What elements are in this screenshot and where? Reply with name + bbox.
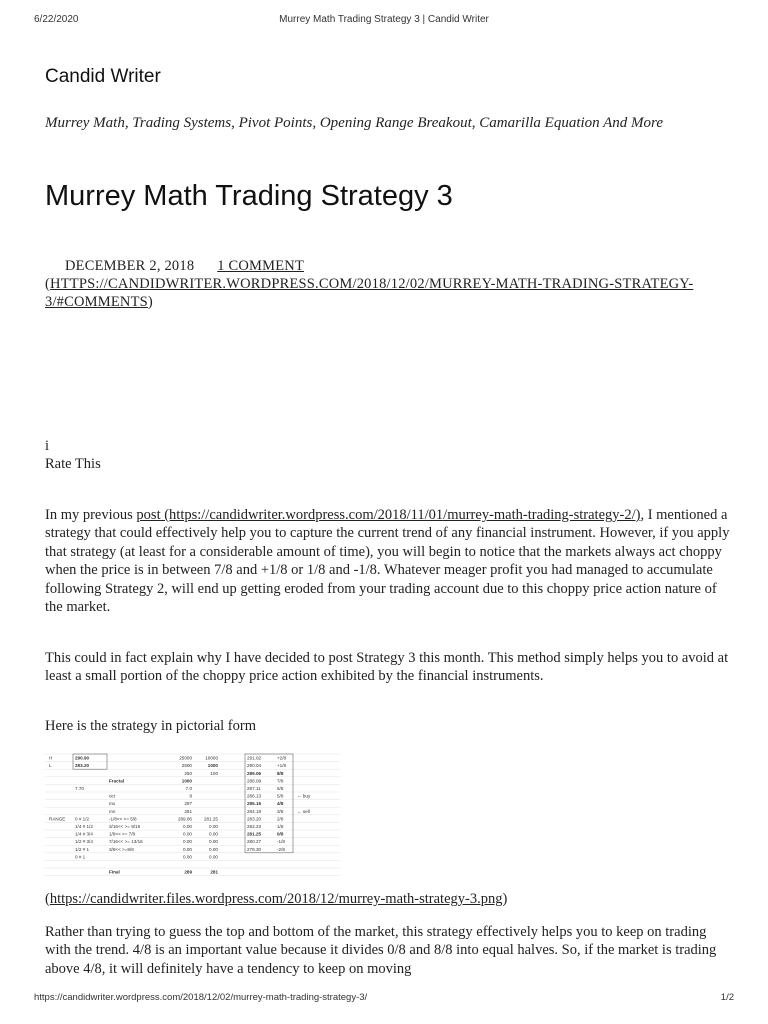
sheet-level-price: 291.02 [247,755,262,761]
sheet-cell: 0.00 [209,846,218,852]
print-date: 6/22/2020 [34,14,79,25]
sheet-cell: 1000 [207,763,218,769]
sheet-cell: 250 [184,770,192,776]
sheet-cell: 0 # 1/2 [75,816,90,822]
print-title: Murrey Math Trading Strategy 3 | Candid Writer [279,14,489,25]
sheet-cell: mn [109,808,116,814]
sheet-cell: 281.25 [203,816,218,822]
sheet-level-octave: -2/8 [277,846,285,852]
sheet-level-price: 281.25 [247,831,262,837]
sheet-cell: RANGE [49,816,66,822]
sheet-cell: 0.00 [183,831,192,837]
sheet-level-octave: +2/8 [277,755,287,761]
paragraph-1 [45,506,730,616]
sheet-cell: 283.20 [75,763,90,769]
sheet-cell: 8 [189,793,192,799]
sheet-level-octave: +1/8 [277,763,287,769]
sheet-level-price: 279.30 [247,846,262,852]
comments-link[interactable]: 1 COMMENT [217,258,305,274]
sheet-level-price: 285.16 [247,801,262,807]
sheet-cell: 0.00 [183,854,192,860]
sheet-level-octave: 4/8 [277,801,284,807]
sheet-signal-label: ← buy [297,793,311,799]
sheet-level-octave: 0/8 [277,831,284,837]
paragraph-4: Rather than trying to guess the top and bottom of the market, this strategy effectively helps you to keep on trading with the trend. 4/8 is an important value because it divides 0/8 and 8/8 into equal halves. So, if the market is trading above 4/8, it will definitely have a tendency to keep on moving [45,924,717,977]
sheet-cell: -1/8<< >= 5/8 [109,816,137,822]
sheet-cell: Final [109,869,120,875]
sheet-level-price: 284.18 [247,808,262,814]
paragraph-2: This could in fact explain why I have decided to post Strategy 3 this month. This method simply helps you to avoid at least a small portion of the choppy price action exhibited by the financial instruments. [45,650,729,685]
sheet-cell: 289.06 [177,816,192,822]
image-caption: (https://candidwriter.files.wordpress.com/2018/12/murrey-math-strategy-3.png) [45,891,508,907]
sheet-cell: 0.00 [183,824,192,829]
sheet-level-price: 289.06 [247,770,262,776]
sheet-level-octave: 7/8 [277,778,284,784]
sheet-level-price: 283.20 [247,816,262,822]
sheet-cell: 7.0 [185,786,192,791]
sheet-level-price: 288.09 [247,778,262,784]
sheet-cell: 1/2 # 1 [75,846,90,852]
p1-rest: , I mentioned a strategy that could effectively help you to capture the current trend of any financial instrument. However, if you apply that strategy (at least for a considerable amount of time), you will begin to notice that the markets always act choppy when the price is in between 7/8 and +1/8 or 1/8 and -1/8. Whatever meager profit you had managed to accumulate following Strategy 2, will end up getting eroded from your trading account due to this choppy price action nature of the market. [45,507,730,616]
strategy-spreadsheet-image[interactable] [45,752,340,878]
image-link[interactable]: https://candidwriter.files.wordpress.com/2018/12/murrey-math-strategy-3.png [49,891,503,907]
sheet-cell: 297 [184,801,192,807]
sheet-cell: mx [109,801,116,807]
sheet-cell: 0.00 [209,824,218,829]
sheet-cell: 1/4 # 3/4 [75,831,93,837]
sheet-cell: 1/8<< >= 7/8 [109,831,136,837]
sheet-level-octave: 2/8 [277,816,284,822]
sheet-signal-label: ← sell [297,808,310,814]
sheet-cell: 0.00 [183,846,192,852]
sheet-cell: 7/16<< >= 13/16 [109,839,143,845]
sheet-cell: L [49,763,52,769]
sheet-level-price: 287.11 [247,786,261,791]
sheet-cell: 10000 [205,755,218,761]
sheet-cell: 0.00 [183,839,192,845]
sheet-cell: 7.70 [75,786,84,791]
rate-this-label[interactable]: Rate This [45,456,101,472]
print-page-number: 1/2 [720,992,734,1003]
print-url: https://candidwriter.wordpress.com/2018/12/02/murrey-math-trading-strategy-3/ [34,992,368,1003]
sheet-level-price: 290.04 [247,763,262,769]
post-date: DECEMBER 2, 2018 [65,258,195,274]
rating-icon[interactable]: i [45,438,50,454]
sheet-cell: 289 [184,869,192,875]
sheet-level-octave: 1/8 [277,824,284,829]
sheet-cell: 1/4 # 1/2 [75,824,93,829]
site-title[interactable]: Candid Writer [45,66,161,87]
sheet-cell: 25000 [179,755,192,761]
sheet-cell: 1000 [181,778,192,784]
sheet-level-octave: 8/8 [277,770,284,776]
sheet-cell: 0.00 [209,854,218,860]
previous-post-link[interactable]: post (https://candidwriter.wordpress.com/2018/11/01/murrey-math-trading-strategy-2/) [136,507,641,523]
sheet-level-octave: 6/8 [277,786,284,791]
sheet-level-price: 286.13 [247,793,262,799]
sheet-cell: 0.00 [209,839,218,845]
sheet-cell: 3/16<< >= 9/16 [109,824,141,829]
sheet-cell: 100 [210,770,218,776]
comments-url-link[interactable]: HTTPS://CANDIDWRITER.WORDPRESS.COM/2018/12/02/MURREY-MATH-TRADING-STRATEGY-3/#COMMENTS [45,276,694,310]
sheet-level-price: 282.23 [247,824,262,829]
sheet-cell: Fractal [109,778,125,784]
sheet-level-price: 280.27 [247,839,262,845]
sheet-cell: 0 # 1 [75,854,86,860]
post-meta: DECEMBER 2, 2018 1 COMMENT (HTTPS://CANDIDWRITER.WORDPRESS.COM/2018/12/02/MURREY-MATH-TRADING-STRATEGY-3/#COMMENTS) [45,258,694,310]
sheet-cell: 2500 [181,763,192,769]
sheet-level-octave: -1/8 [277,839,285,845]
sheet-level-octave: 3/8 [277,808,284,814]
paragraph-3: Here is the strategy in pictorial form [45,718,256,734]
sheet-cell: 3/8<< >=9/8 [109,846,134,852]
sheet-cell: 0.00 [209,831,218,837]
sheet-cell: 1/2 # 3/4 [75,839,93,845]
p1-start: In my previous [45,507,137,523]
sheet-level-octave: 5/8 [277,793,284,799]
post-title: Murrey Math Trading Strategy 3 [45,180,453,212]
site-tagline: Murrey Math, Trading Systems, Pivot Points, Opening Range Breakout, Camarilla Equation And More [45,115,663,131]
sheet-cell: 281 [184,808,192,814]
sheet-cell: 281 [210,869,218,875]
sheet-cell: H [49,755,53,761]
sheet-cell: 290.90 [75,755,90,761]
sheet-cell: oct [109,793,116,799]
